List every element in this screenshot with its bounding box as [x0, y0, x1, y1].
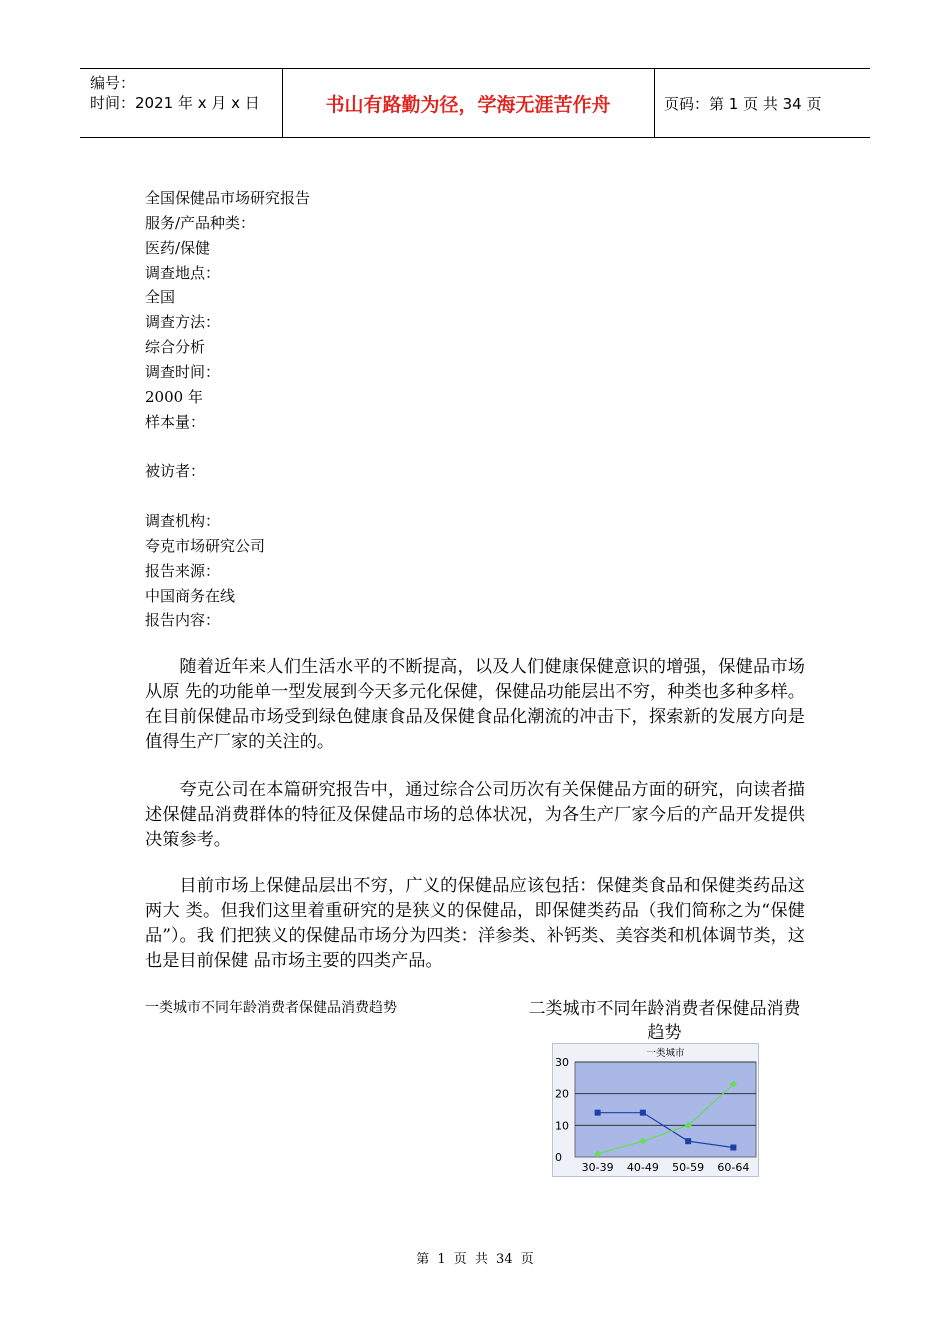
x-tick-label: 50-59 [672, 1161, 705, 1174]
data-point [730, 1145, 736, 1151]
meta-line: 夸克市场研究公司 [145, 536, 266, 555]
meta-line: 调查机构： [145, 511, 221, 530]
meta-line: 综合分析 [145, 338, 206, 357]
number-label: 编号： [90, 74, 136, 92]
report-meta [145, 186, 310, 633]
chart-svg [553, 1044, 758, 1176]
paragraph-text: 夸克公司在本篇研究报告中，通过综合公司历次有关保健品方面的研究，向读者描述保健品消费群体的特征及保健品市场的总体状况，为各生产厂家今后的产品开发提供决策参考。 [145, 780, 805, 850]
chart-title: 一类城市 [646, 1048, 685, 1059]
page-number: 页码：第 1 页 共 34 页 [664, 94, 822, 113]
header-divider [654, 69, 655, 137]
meta-line: 被访者： [145, 462, 206, 481]
meta-line: 调查方法： [145, 313, 221, 332]
data-point [595, 1110, 601, 1116]
y-tick-label: 20 [555, 1087, 569, 1101]
data-point [640, 1110, 646, 1116]
y-tick-label: 10 [555, 1119, 569, 1133]
meta-line: 中国商务在线 [145, 586, 236, 605]
chart-caption-left: 一类城市不同年龄消费者保健品消费趋势 [145, 1000, 397, 1016]
meta-line: 调查地点： [145, 263, 221, 282]
chart-caption-right: 二类城市不同年龄消费者保健品消费趋势 [528, 999, 801, 1043]
meta-line: 全国 [145, 288, 176, 307]
meta-line: 调查时间： [145, 362, 221, 381]
y-tick-label: 30 [555, 1056, 569, 1069]
x-tick-label: 60-64 [717, 1161, 750, 1174]
meta-line [145, 484, 310, 509]
header-motto: 书山有路勤为径，学海无涯苦作舟 [325, 93, 611, 116]
x-tick-label: 40-49 [626, 1161, 659, 1174]
header-info [90, 73, 260, 113]
meta-line: 报告来源： [145, 561, 221, 580]
meta-line: 服务/产品种类： [145, 213, 256, 232]
page-header [80, 68, 870, 138]
meta-line: 报告内容： [145, 611, 221, 630]
data-point [685, 1138, 691, 1144]
meta-line: 2000 年 [145, 387, 203, 406]
line-chart [552, 1043, 759, 1177]
x-tick-label: 30-39 [581, 1161, 614, 1174]
paragraph-text: 目前市场上保健品层出不穷，广义的保健品应该包括：保健类食品和保健类药品这两大 类。但我们这里着重研究的是狭义的保健品，即保健类药品（我们简称之为“保健品”）。我 们把狭义的保健品市场分为四类：洋参类、补钙类、美容类和机体调节类，这也是目前保健 品市场主要的四类产品。 [145, 876, 805, 971]
plot-area [575, 1062, 756, 1157]
meta-line: 医药/保健 [145, 238, 211, 257]
y-tick-label: 0 [555, 1151, 562, 1164]
page-footer: 第 1 页 共 34 页 [416, 1252, 534, 1267]
meta-line: 样本量： [145, 412, 206, 431]
meta-line [145, 434, 310, 459]
report-title: 全国保健品市场研究报告 [145, 189, 311, 207]
time-label: 时间：2021 年 x 月 x 日 [90, 94, 260, 112]
paragraph-text: 随着近年来人们生活水平的不断提高，以及人们健康保健意识的增强，保健品市场从原 先的功能单一型发展到今天多元化保健，保健品功能层出不穷，种类也多种多样。在目前保健品市场受到绿色健康食品及保健食品化潮流的冲击下，探索新的发展方向是值得生产厂家的关注的。 [145, 657, 805, 752]
body-paragraph [145, 874, 805, 974]
body-paragraph [145, 778, 805, 853]
body-paragraph [145, 655, 805, 755]
